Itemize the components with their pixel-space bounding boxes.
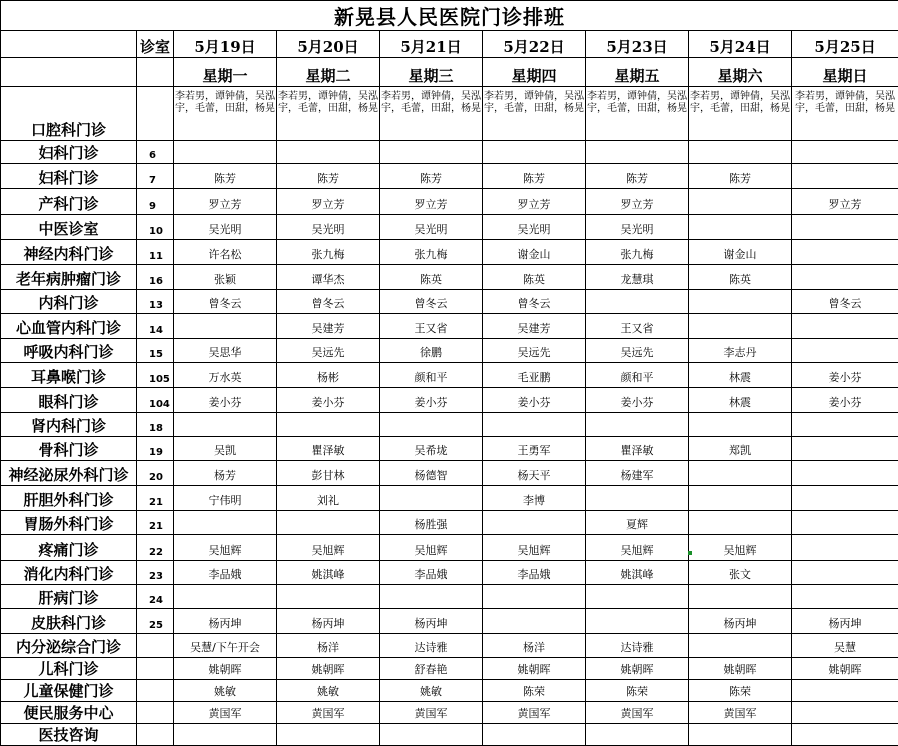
department-name: 便民服务中心	[1, 702, 137, 724]
doctor-cell	[380, 413, 483, 437]
doctor-cell: 杨丙坤	[380, 609, 483, 634]
doctor-cell: 罗立芳	[483, 189, 586, 215]
doctor-cell	[483, 724, 586, 746]
doctor-cell: 姚朝晖	[277, 658, 380, 680]
doctor-cell: 吴旭辉	[277, 535, 380, 561]
doctor-cell: 杨洋	[277, 634, 380, 658]
doctor-cell: 李若男，谭钟倩，吴泓宇，毛蕾，田甜，杨晃	[483, 87, 586, 141]
doctor-cell: 张九梅	[380, 240, 483, 265]
weekday-header: 星期五	[586, 58, 689, 87]
schedule-row	[1, 437, 898, 461]
schedule-row	[1, 265, 898, 290]
doctor-cell: 杨天平	[483, 461, 586, 486]
doctor-cell	[792, 437, 898, 461]
doctor-cell: 姜小芬	[174, 388, 277, 413]
doctor-cell: 吴远先	[586, 339, 689, 363]
doctor-cell	[174, 511, 277, 535]
doctor-cell: 杨丙坤	[689, 609, 792, 634]
room-number: 105	[137, 363, 174, 388]
department-name: 眼科门诊	[1, 388, 137, 413]
doctor-cell: 毛亚鹏	[483, 363, 586, 388]
doctor-cell: 李品娥	[483, 561, 586, 585]
doctor-cell: 龙慧琪	[586, 265, 689, 290]
doctor-cell	[174, 413, 277, 437]
department-name: 皮肤科门诊	[1, 609, 137, 634]
schedule-row	[1, 658, 898, 680]
doctor-cell	[586, 290, 689, 314]
doctor-cell: 李若男，谭钟倩，吴泓宇，毛蕾，田甜，杨晃	[174, 87, 277, 141]
doctor-cell	[689, 486, 792, 511]
doctor-cell: 罗立芳	[277, 189, 380, 215]
department-name: 儿童保健门诊	[1, 680, 137, 702]
doctor-cell: 杨洋	[483, 634, 586, 658]
date-header: 5月24日	[689, 31, 792, 58]
doctor-cell	[792, 339, 898, 363]
doctor-cell	[277, 511, 380, 535]
room-number: 19	[137, 437, 174, 461]
schedule-row	[1, 339, 898, 363]
doctor-cell: 姚敏	[380, 680, 483, 702]
doctor-cell: 达诗雅	[380, 634, 483, 658]
room-number: 15	[137, 339, 174, 363]
doctor-cell: 姚朝晖	[586, 658, 689, 680]
doctor-cell: 曾冬云	[174, 290, 277, 314]
corner-cell	[1, 31, 137, 58]
room-number: 6	[137, 141, 174, 164]
doctor-cell	[380, 141, 483, 164]
room-number	[137, 724, 174, 746]
doctor-cell: 李若男，谭钟倩，吴泓宇，毛蕾，田甜，杨晃	[380, 87, 483, 141]
doctor-cell: 陈英	[483, 265, 586, 290]
doctor-cell: 吴思华	[174, 339, 277, 363]
doctor-cell: 陈芳	[483, 164, 586, 189]
date-header: 5月25日	[792, 31, 898, 58]
doctor-cell	[586, 585, 689, 609]
schedule-row	[1, 413, 898, 437]
doctor-cell: 颜和平	[586, 363, 689, 388]
doctor-cell: 姚敏	[174, 680, 277, 702]
doctor-cell: 林震	[689, 363, 792, 388]
doctor-cell	[792, 702, 898, 724]
doctor-cell	[792, 413, 898, 437]
doctor-cell	[792, 215, 898, 240]
schedule-row	[1, 561, 898, 585]
page-title: 新晃县人民医院门诊排班	[1, 1, 898, 31]
department-name: 神经内科门诊	[1, 240, 137, 265]
doctor-cell: 张颖	[174, 265, 277, 290]
room-number: 9	[137, 189, 174, 215]
doctor-cell: 李志丹	[689, 339, 792, 363]
doctor-cell	[792, 240, 898, 265]
doctor-cell: 万水英	[174, 363, 277, 388]
schedule-row	[1, 634, 898, 658]
department-name: 消化内科门诊	[1, 561, 137, 585]
room-number: 24	[137, 585, 174, 609]
doctor-cell: 吴光明	[174, 215, 277, 240]
room-number	[137, 634, 174, 658]
doctor-cell: 陈荣	[586, 680, 689, 702]
doctor-cell: 吴光明	[380, 215, 483, 240]
schedule-row	[1, 240, 898, 265]
doctor-cell	[792, 561, 898, 585]
doctor-cell: 陈荣	[689, 680, 792, 702]
doctor-cell: 宁伟明	[174, 486, 277, 511]
doctor-cell	[689, 511, 792, 535]
doctor-cell	[689, 413, 792, 437]
doctor-cell: 吴旭辉	[689, 535, 792, 561]
doctor-cell: 谢金山	[689, 240, 792, 265]
room-number: 10	[137, 215, 174, 240]
room-number: 25	[137, 609, 174, 634]
doctor-cell: 黄国军	[483, 702, 586, 724]
doctor-cell: 吴旭辉	[174, 535, 277, 561]
doctor-cell: 杨丙坤	[277, 609, 380, 634]
schedule-row	[1, 702, 898, 724]
doctor-cell	[689, 634, 792, 658]
schedule-row	[1, 461, 898, 486]
department-name: 妇科门诊	[1, 164, 137, 189]
doctor-cell	[689, 314, 792, 339]
doctor-cell: 姜小芬	[792, 388, 898, 413]
doctor-cell: 姜小芬	[586, 388, 689, 413]
doctor-cell	[689, 724, 792, 746]
doctor-cell: 吴建芳	[277, 314, 380, 339]
schedule-row	[1, 314, 898, 339]
weekday-header-row	[1, 58, 898, 87]
room-number: 21	[137, 486, 174, 511]
doctor-cell: 吴远先	[483, 339, 586, 363]
doctor-cell: 王勇军	[483, 437, 586, 461]
doctor-cell: 曾冬云	[277, 290, 380, 314]
doctor-cell	[483, 413, 586, 437]
doctor-cell: 姜小芬	[277, 388, 380, 413]
department-name: 骨科门诊	[1, 437, 137, 461]
department-name: 肝胆外科门诊	[1, 486, 137, 511]
doctor-cell: 黄国军	[174, 702, 277, 724]
doctor-cell: 李若男，谭钟倩，吴泓宇，毛蕾，田甜，杨晃	[689, 87, 792, 141]
doctor-cell	[792, 164, 898, 189]
department-name: 口腔科门诊	[1, 87, 137, 141]
doctor-cell: 姚朝晖	[792, 658, 898, 680]
doctor-cell: 瞿泽敏	[586, 437, 689, 461]
doctor-cell	[174, 314, 277, 339]
doctor-cell: 罗立芳	[586, 189, 689, 215]
doctor-cell: 张九梅	[277, 240, 380, 265]
doctor-cell: 杨建军	[586, 461, 689, 486]
department-name: 医技咨询	[1, 724, 137, 746]
department-name: 耳鼻喉门诊	[1, 363, 137, 388]
doctor-cell: 吴凯	[174, 437, 277, 461]
doctor-cell: 刘礼	[277, 486, 380, 511]
doctor-cell: 姚敏	[277, 680, 380, 702]
department-name: 疼痛门诊	[1, 535, 137, 561]
doctor-cell: 吴希垅	[380, 437, 483, 461]
department-name: 妇科门诊	[1, 141, 137, 164]
doctor-cell: 罗立芳	[792, 189, 898, 215]
doctor-cell: 李品娥	[380, 561, 483, 585]
weekday-header: 星期六	[689, 58, 792, 87]
doctor-cell: 杨丙坤	[792, 609, 898, 634]
schedule-row	[1, 585, 898, 609]
department-name: 呼吸内科门诊	[1, 339, 137, 363]
schedule-row	[1, 87, 898, 141]
room-number: 21	[137, 511, 174, 535]
room-number: 104	[137, 388, 174, 413]
doctor-cell: 姜小芬	[792, 363, 898, 388]
schedule-row	[1, 215, 898, 240]
doctor-cell: 杨丙坤	[174, 609, 277, 634]
doctor-cell: 杨德智	[380, 461, 483, 486]
doctor-cell: 罗立芳	[174, 189, 277, 215]
doctor-cell: 张九梅	[586, 240, 689, 265]
room-number: 22	[137, 535, 174, 561]
doctor-cell	[792, 486, 898, 511]
doctor-cell: 颜和平	[380, 363, 483, 388]
room-number: 14	[137, 314, 174, 339]
department-name: 产科门诊	[1, 189, 137, 215]
department-name: 胃肠外科门诊	[1, 511, 137, 535]
doctor-cell	[277, 724, 380, 746]
doctor-cell: 杨彬	[277, 363, 380, 388]
doctor-cell: 许名松	[174, 240, 277, 265]
doctor-cell	[483, 511, 586, 535]
doctor-cell: 吴光明	[586, 215, 689, 240]
weekday-header: 星期三	[380, 58, 483, 87]
weekday-header: 星期四	[483, 58, 586, 87]
doctor-cell	[586, 724, 689, 746]
doctor-cell: 谭华杰	[277, 265, 380, 290]
department-name: 中医诊室	[1, 215, 137, 240]
schedule-row	[1, 511, 898, 535]
doctor-cell: 吴旭辉	[586, 535, 689, 561]
weekday-header: 星期一	[174, 58, 277, 87]
doctor-cell: 夏辉	[586, 511, 689, 535]
doctor-cell	[174, 724, 277, 746]
doctor-cell	[174, 141, 277, 164]
doctor-cell: 李若男，谭钟倩，吴泓宇，毛蕾，田甜，杨晃	[277, 87, 380, 141]
doctor-cell: 李品娥	[174, 561, 277, 585]
doctor-cell: 姜小芬	[380, 388, 483, 413]
department-name: 内分泌综合门诊	[1, 634, 137, 658]
room-number	[137, 87, 174, 141]
date-header: 5月22日	[483, 31, 586, 58]
doctor-cell	[689, 141, 792, 164]
doctor-cell: 姜小芬	[483, 388, 586, 413]
room-number	[137, 658, 174, 680]
doctor-cell: 杨胜强	[380, 511, 483, 535]
room-number: 13	[137, 290, 174, 314]
room-number: 18	[137, 413, 174, 437]
room-number	[137, 702, 174, 724]
doctor-cell	[277, 413, 380, 437]
doctor-cell	[277, 141, 380, 164]
doctor-cell: 吴光明	[483, 215, 586, 240]
doctor-cell: 曾冬云	[792, 290, 898, 314]
doctor-cell: 张文	[689, 561, 792, 585]
doctor-cell: 曾冬云	[380, 290, 483, 314]
doctor-cell: 姚朝晖	[689, 658, 792, 680]
doctor-cell: 徐鹏	[380, 339, 483, 363]
doctor-cell	[792, 724, 898, 746]
room-column-header: 诊室	[137, 31, 174, 58]
doctor-cell: 姚朝晖	[174, 658, 277, 680]
doctor-cell	[689, 585, 792, 609]
doctor-cell: 陈英	[380, 265, 483, 290]
room-number: 23	[137, 561, 174, 585]
schedule-row	[1, 189, 898, 215]
doctor-cell	[483, 585, 586, 609]
room-number: 11	[137, 240, 174, 265]
schedule-row	[1, 535, 898, 561]
schedule-row	[1, 363, 898, 388]
doctor-cell	[792, 511, 898, 535]
schedule-row	[1, 680, 898, 702]
room-number: 16	[137, 265, 174, 290]
schedule-row	[1, 486, 898, 511]
department-name: 儿科门诊	[1, 658, 137, 680]
doctor-cell	[380, 486, 483, 511]
room-blank-cell	[137, 58, 174, 87]
room-number: 20	[137, 461, 174, 486]
doctor-cell	[792, 680, 898, 702]
doctor-cell: 黄国军	[380, 702, 483, 724]
doctor-cell: 陈芳	[277, 164, 380, 189]
doctor-cell	[277, 585, 380, 609]
doctor-cell: 吴旭辉	[380, 535, 483, 561]
date-header: 5月19日	[174, 31, 277, 58]
doctor-cell: 陈荣	[483, 680, 586, 702]
doctor-cell: 舒春艳	[380, 658, 483, 680]
schedule-row	[1, 290, 898, 314]
doctor-cell: 陈芳	[174, 164, 277, 189]
doctor-cell: 李若男，谭钟倩，吴泓宇，毛蕾，田甜，杨晃	[586, 87, 689, 141]
doctor-cell	[586, 413, 689, 437]
schedule-row	[1, 164, 898, 189]
doctor-cell: 姚淇峰	[277, 561, 380, 585]
doctor-cell: 曾冬云	[483, 290, 586, 314]
doctor-cell: 王又省	[380, 314, 483, 339]
doctor-cell	[380, 585, 483, 609]
doctor-cell: 陈芳	[689, 164, 792, 189]
doctor-cell	[380, 724, 483, 746]
doctor-cell: 吴建芳	[483, 314, 586, 339]
doctor-cell: 姚朝晖	[483, 658, 586, 680]
doctor-cell	[483, 141, 586, 164]
date-header: 5月23日	[586, 31, 689, 58]
department-name: 肝病门诊	[1, 585, 137, 609]
doctor-cell	[483, 609, 586, 634]
doctor-cell	[792, 314, 898, 339]
doctor-cell: 吴远先	[277, 339, 380, 363]
doctor-cell: 陈英	[689, 265, 792, 290]
doctor-cell: 郑凯	[689, 437, 792, 461]
corner-cell	[1, 58, 137, 87]
doctor-cell	[792, 535, 898, 561]
schedule-row	[1, 724, 898, 746]
cell-comment-marker	[688, 551, 692, 555]
doctor-cell	[792, 141, 898, 164]
doctor-cell: 李博	[483, 486, 586, 511]
doctor-cell: 杨芳	[174, 461, 277, 486]
room-number	[137, 680, 174, 702]
department-name: 心血管内科门诊	[1, 314, 137, 339]
doctor-cell	[174, 585, 277, 609]
doctor-cell: 姚淇峰	[586, 561, 689, 585]
date-header: 5月20日	[277, 31, 380, 58]
doctor-cell	[586, 609, 689, 634]
doctor-cell: 林震	[689, 388, 792, 413]
doctor-cell: 罗立芳	[380, 189, 483, 215]
doctor-cell: 吴旭辉	[483, 535, 586, 561]
department-name: 神经泌尿外科门诊	[1, 461, 137, 486]
doctor-cell: 黄国军	[586, 702, 689, 724]
department-name: 内科门诊	[1, 290, 137, 314]
doctor-cell	[689, 461, 792, 486]
doctor-cell: 黄国军	[689, 702, 792, 724]
doctor-cell	[792, 265, 898, 290]
doctor-cell: 瞿泽敏	[277, 437, 380, 461]
doctor-cell	[792, 461, 898, 486]
doctor-cell	[689, 215, 792, 240]
doctor-cell: 王又省	[586, 314, 689, 339]
date-header: 5月21日	[380, 31, 483, 58]
doctor-cell: 李若男，谭钟倩，吴泓宇，毛蕾，田甜，杨晃	[792, 87, 898, 141]
date-header-row	[1, 31, 898, 58]
doctor-cell	[689, 290, 792, 314]
weekday-header: 星期日	[792, 58, 898, 87]
schedule-row	[1, 609, 898, 634]
doctor-cell: 彭甘林	[277, 461, 380, 486]
doctor-cell: 陈芳	[380, 164, 483, 189]
doctor-cell	[586, 141, 689, 164]
schedule-row	[1, 388, 898, 413]
department-name: 肾内科门诊	[1, 413, 137, 437]
doctor-cell: 黄国军	[277, 702, 380, 724]
doctor-cell: 谢金山	[483, 240, 586, 265]
doctor-cell: 陈芳	[586, 164, 689, 189]
doctor-cell: 吴光明	[277, 215, 380, 240]
doctor-cell	[586, 486, 689, 511]
department-name: 老年病肿瘤门诊	[1, 265, 137, 290]
weekday-header: 星期二	[277, 58, 380, 87]
room-number: 7	[137, 164, 174, 189]
doctor-cell	[792, 585, 898, 609]
doctor-cell	[689, 189, 792, 215]
schedule-row	[1, 141, 898, 164]
doctor-cell: 吴慧	[792, 634, 898, 658]
doctor-cell: 达诗雅	[586, 634, 689, 658]
doctor-cell: 吴慧/下午开会	[174, 634, 277, 658]
